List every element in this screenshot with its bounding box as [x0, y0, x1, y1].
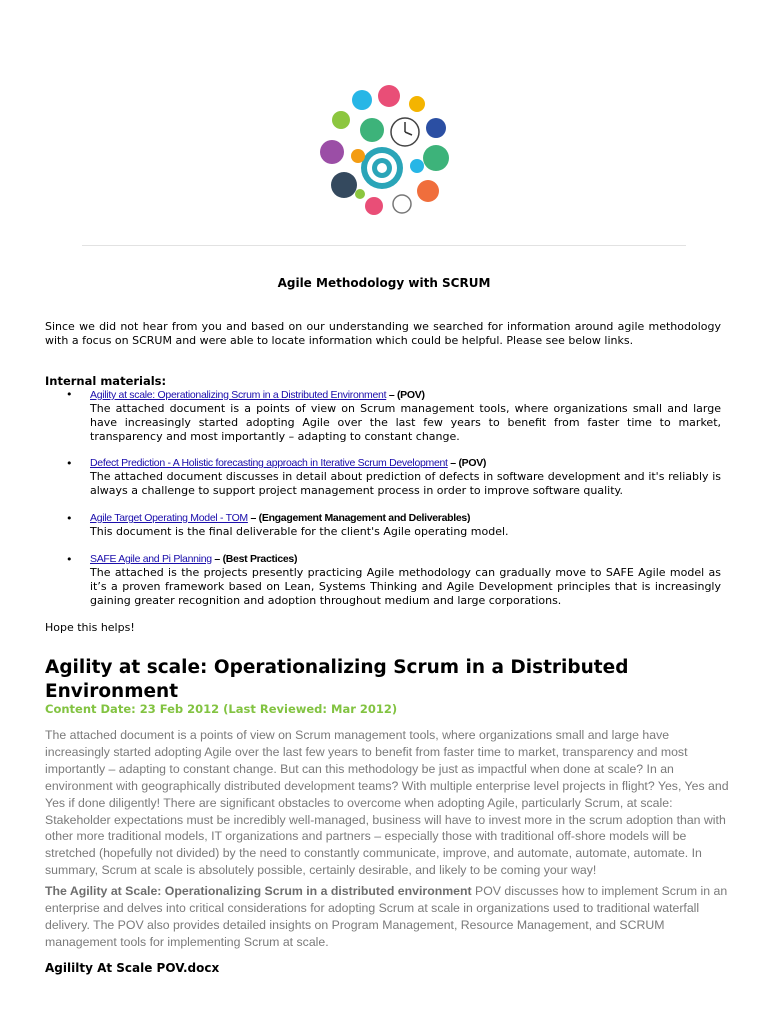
logo-circle	[331, 172, 357, 198]
logo-circle	[426, 118, 446, 138]
page-title: Agile Methodology with SCRUM	[277, 276, 491, 290]
internal-link-4[interactable]: SAFE Agile and Pi Planning	[90, 553, 212, 565]
bullet: •	[66, 388, 73, 401]
item-tag: – (POV)	[447, 457, 487, 469]
internal-link-3[interactable]: Agile Target Operating Model - TOM	[90, 512, 248, 524]
internal-link-2[interactable]: Defect Prediction - A Holistic forecasting approach in Iterative Scrum Development	[90, 457, 448, 469]
content-date: Content Date: 23 Feb 2012 (Last Reviewed: Mar 2012)	[45, 702, 398, 716]
item-tag: – (POV)	[386, 389, 425, 401]
logo-circle	[355, 189, 365, 199]
logo-circle	[409, 96, 425, 112]
internal-link-1[interactable]: Agility at scale: Operationalizing Scrum in a Distributed Environment	[90, 389, 387, 401]
logo-circle	[410, 159, 424, 173]
agile-circles-logo-icon	[316, 82, 450, 218]
article-title: Agility at scale: Operationalizing Scrum in a Distributed Environment	[45, 657, 629, 702]
logo-circle	[360, 118, 384, 142]
internal-materials-label: Internal materials:	[45, 374, 167, 388]
logo-circle	[423, 145, 449, 171]
article-paragraph-2-bold: The Agility at Scale: Operationalizing Scrum in a distributed environment	[45, 884, 472, 898]
list-item	[90, 511, 721, 539]
article-paragraph-2	[45, 883, 735, 951]
closing-text: Hope this helps!	[45, 621, 135, 634]
item-tag: – (Engagement Management and Deliverables)	[247, 512, 471, 524]
logo-circle	[332, 111, 350, 129]
item-description: This document is the final deliverable for the client's Agile operating model.	[90, 525, 509, 538]
item-tag: – (Best Practices)	[211, 553, 298, 565]
bullet: •	[66, 512, 73, 525]
article-paragraph-2-rest: POV discusses how to implement Scrum in an enterprise and delves into critical considerations for adopting Scrum at scale in organizations used to traditional waterfall delivery. The POV also provides detailed insights on Program Management, Resource Management, and SCRUM management tools for implementing Scrum at scale.	[45, 884, 728, 949]
logo-circle	[378, 85, 400, 107]
divider	[82, 245, 686, 246]
item-description: The attached document discusses in detail about prediction of defects in software development and it's reliably is always a challenge to support project management process in order to improve software quality.	[90, 470, 721, 497]
list-item	[90, 552, 721, 607]
bullet: •	[66, 457, 73, 470]
item-description: The attached is the projects presently practicing Agile methodology can gradually move to SAFE Agile model as it’s a proven framework based on Lean, Systems Thinking and Agile Development principles that is increasingly gaining greater recognition and adoption throughout medium and large corporations.	[90, 566, 721, 607]
logo-circle	[393, 195, 411, 213]
intro-paragraph: Since we did not hear from you and based on our understanding we searched for information around agile methodology with a focus on SCRUM and were able to locate information which could be helpful. Please see below links.	[45, 320, 721, 347]
logo-circle	[320, 140, 344, 164]
attachment-link[interactable]: Agililty At Scale POV.docx	[45, 961, 220, 975]
logo-circle	[351, 149, 365, 163]
list-item	[90, 456, 721, 498]
logo-circle	[352, 90, 372, 110]
logo-circle	[417, 180, 439, 202]
item-description: The attached document is a points of view on Scrum management tools, where organizations small and large have increasingly started adopting Agile over the last few years to benefit from faster time to market, transparency and most importantly – adapting to constant change.	[90, 402, 721, 443]
bullet: •	[66, 553, 73, 566]
list-item	[90, 388, 721, 443]
logo-circle	[365, 197, 383, 215]
article-paragraph-1: The attached document is a points of view on Scrum management tools, where organizations small and large have increasingly started adopting Agile over the last few years to benefit from faster time to market, transparency and most importantly – adapting to constant change. But can this methodology be just as impactful when done at scale? In an environment with geographically distributed development teams? With multiple enterprise level projects in flight? Yes, Yes and Yes if done diligently! There are significant obstacles to overcome when adopting Agile, particularly Scrum, at scale: Stakeholder expectations must be incredibly well-managed, business will have to invest more in the scrum adoption than with other more traditional models, IT organizations and partners – especially those with traditional off-shore models will be stretched (hopefully not divided) by the need to constantly communicate, improve, and automate, automate, automate. In summary, Scrum at scale is absolutely possible, certainly desirable, and likely to be coming your way!	[45, 728, 729, 878]
